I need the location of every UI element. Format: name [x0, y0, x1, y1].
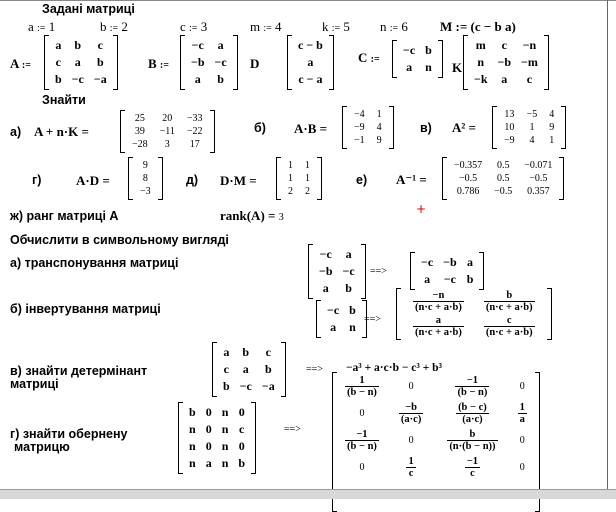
heading-symbolic: Обчислити в символьному вигляді [10, 233, 229, 247]
sym-g-label-1: г) знайти обернену [10, 427, 128, 441]
red-cursor-icon: + [416, 202, 427, 216]
task-d-label: д) [186, 173, 199, 187]
label-B: B := [148, 56, 169, 71]
matrix-K: m c −n n −b −m −k a c [463, 35, 549, 90]
task-d-result: 1 1 1 1 2 2 [276, 157, 322, 200]
sym-a-input: −c a −b −c a b [308, 244, 366, 299]
task-e-expr: A⁻¹ = [396, 172, 427, 187]
var-a: a := 1 [28, 19, 56, 34]
task-b-label: б) [254, 121, 266, 135]
task-a-result: 25 20 −33 39 −11 −22 −28 3 17 [120, 110, 215, 153]
sym-v-input: a b c c a b b −c −a [212, 342, 286, 397]
var-m: m := 4 [250, 19, 282, 34]
sym-g-label-2: матрицю [14, 440, 70, 454]
var-n: n := 6 [380, 19, 408, 34]
sym-g-output: $\frac{1}{(b - n)}$ 0 $\frac{-1}{(b - n)}$ 0 0 $\frac{-b}{(a\cdot c)}$ $\frac{(b - c)}{(a\cdot c)}$ $\frac{1}{a}$ $\frac{-1}{(b - n)}$ 0 $\frac{b}{(n\cdot(b - n))}$ 0 0 $\frac{1}{c}$ $\frac{-1}{c}$ 0 [332, 372, 540, 512]
sym-b-label: б) інвертування матриці [10, 302, 161, 316]
sym-a-arrow: ==> [370, 266, 387, 277]
matrix-A: a b c c a b b −c −a [44, 35, 118, 90]
page-right-border [607, 0, 608, 498]
label-C: C := [358, 50, 380, 65]
task-zh-expr: rank(A) = 3 [220, 208, 284, 223]
def-M: M := (c − b a) [440, 19, 516, 34]
heading-given: Задані матриці [42, 2, 135, 16]
sym-v-arrow: ==> [306, 364, 323, 375]
matrix-B: −c a −b −c a b [180, 35, 238, 90]
sym-b-input: −c b a n [316, 300, 367, 338]
matrix-C: −c b a n [392, 40, 443, 78]
sym-b-output: $\frac{-n}{(n\cdot c + a\cdot b)}$ $\frac{b}{(n\cdot c + a\cdot b)}$ $\frac{a}{(n\cdot c + a\cdot b)}$ $\frac{c}{(n\cdot c + a\cdot b)}$ [396, 288, 552, 340]
sym-v-label-2: матриці [10, 377, 59, 391]
sym-a-output: −c −b a a −c b [410, 252, 484, 290]
task-v-expr: A² = [452, 120, 476, 135]
sym-v-result: −a³ + a·c·b − c³ + b³ [346, 362, 442, 374]
sym-g-arrow: ==> [284, 424, 301, 435]
task-e-result: −0.357 0.5 −0.071 −0.5 0.5 −0.5 0.786 −0.5 0.357 [442, 157, 564, 200]
task-g-label: г) [32, 173, 42, 187]
sym-a-label: а) транспонування матриці [10, 256, 179, 270]
label-K: K [452, 60, 463, 75]
heading-find: Знайти [42, 93, 86, 107]
task-v-label: в) [420, 121, 432, 135]
task-d-expr: D·M = [220, 173, 257, 188]
task-g-result: 9 8 −3 [128, 157, 163, 200]
task-v-result: 13 −5 4 10 1 9 −9 4 1 [492, 106, 566, 149]
var-b: b := 2 [100, 19, 128, 34]
sym-g-input: b 0 n 0 n 0 n c n 0 n 0 n a n b [178, 402, 256, 474]
sym-b-arrow: ==> [364, 314, 381, 325]
label-A: A := [10, 56, 31, 71]
task-e-label: е) [356, 173, 368, 187]
task-g-expr: A·D = [76, 173, 110, 188]
label-D: D [250, 56, 260, 71]
task-b-expr: A·B = [294, 121, 328, 136]
task-a-expr: A + n·K = [34, 124, 89, 139]
task-a-label: а) [10, 125, 22, 139]
task-zh-label: ж) ранг матриці А [10, 209, 119, 223]
var-k: k := 5 [322, 19, 350, 34]
matrix-D: c − b a c − a [287, 35, 334, 90]
task-b-result: −4 1 −9 4 −1 9 [342, 106, 394, 149]
top-border [0, 0, 616, 1]
var-c: c := 3 [180, 19, 208, 34]
sym-v-label-1: в) знайти детермінант [10, 364, 148, 378]
